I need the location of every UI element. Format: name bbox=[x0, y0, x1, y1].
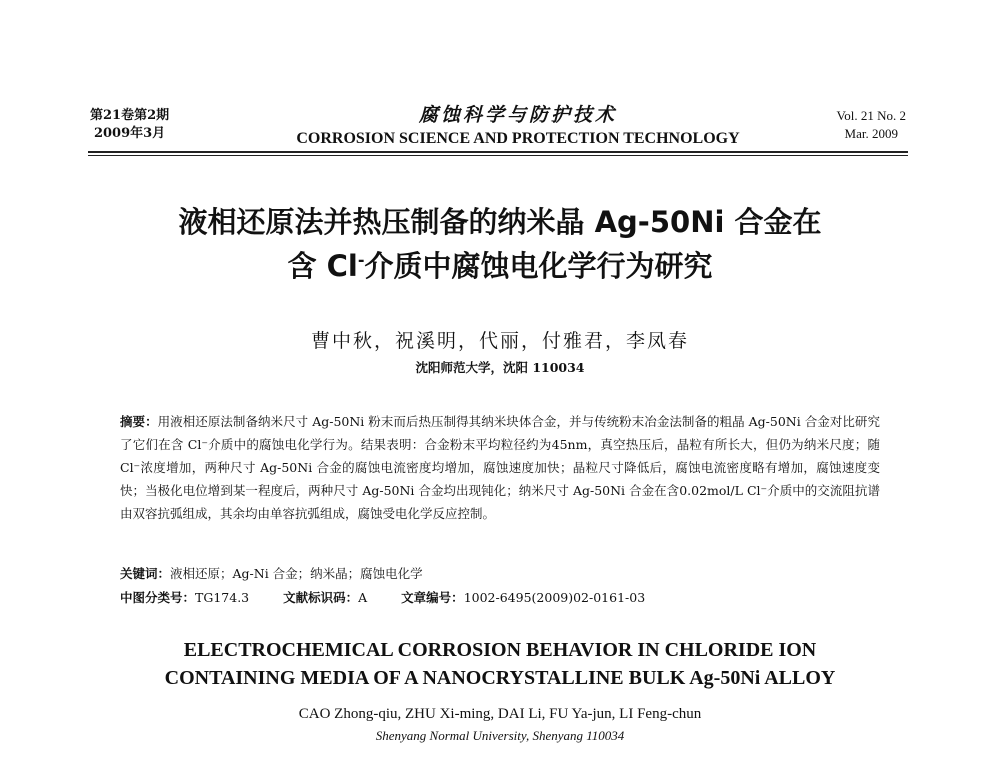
abstract-text: 用液相还原法制备纳米尺寸 Ag-50Ni 粉末而后热压制得其纳米块体合金，并与传统粉末冶金法制备的粗晶 Ag-50Ni 合金对比研究了它们在含 Cl⁻介质中的腐蚀电化学行为。结果表明：合金粉末平均粒径约为45nm，真空热压后，晶粒有所长大，但仍为纳米尺度；随 Cl⁻浓度增加，两种尺寸 Ag-50Ni 合金的腐蚀电流密度均增加，腐蚀速度加快；晶粒尺寸降低后，腐蚀电流密度略有增加，腐蚀速度变快；当极化电位增到某一程度后，两种尺寸 Ag-50Ni 合金均出现钝化；纳米尺寸 Ag-50Ni 合金在含0.02mol/L Cl⁻介质中的交流阻抗谱由双容抗弧组成，其余均由单容抗弧组成，腐蚀受电化学反应控制。 bbox=[120, 414, 880, 521]
volume-en: Vol. 21 No. 2 bbox=[836, 108, 906, 123]
issue-info-en bbox=[837, 107, 906, 143]
keywords-cn bbox=[120, 564, 880, 584]
header-rule-thick bbox=[88, 151, 908, 153]
classification-line bbox=[120, 588, 880, 608]
abstract-label: 摘要： bbox=[120, 414, 158, 429]
affiliation-cn: 沈阳师范大学，沈阳 110034 bbox=[415, 360, 585, 375]
issue-info-cn bbox=[90, 107, 169, 143]
date-en: Mar. 2009 bbox=[844, 126, 898, 141]
keywords-text: 液相还原；Ag-Ni 合金；纳米晶；腐蚀电化学 bbox=[170, 566, 423, 581]
title-en-line-2: CONTAINING MEDIA OF A NANOCRYSTALLINE BULK Ag-50Ni ALLOY bbox=[164, 667, 836, 689]
authors-cn: 曹中秋，祝溪明，代丽，付雅君，李凤春 bbox=[310, 330, 689, 352]
volume-cn: 第21卷第2期 bbox=[90, 108, 170, 123]
title-line-1: 液相还原法并热压制备的纳米晶 Ag-50Ni 合金在 bbox=[178, 205, 822, 239]
keywords-label: 关键词： bbox=[120, 566, 171, 581]
doc-code-label: 文献标识码： bbox=[283, 590, 359, 605]
clc-label: 中图分类号： bbox=[120, 590, 196, 605]
article-number-label: 文章编号： bbox=[401, 590, 464, 605]
chloride-superscript: - bbox=[357, 250, 365, 270]
title-line-2-suffix: 介质中腐蚀电化学行为研究 bbox=[364, 249, 713, 283]
header-rule-thin bbox=[88, 155, 908, 156]
article-title-en bbox=[60, 636, 940, 692]
journal-title-cn: 腐蚀科学与防护技术 bbox=[418, 104, 617, 126]
affiliation-en: Shenyang Normal University, Shenyang 110034 bbox=[375, 728, 625, 743]
journal-title-en: CORROSION SCIENCE AND PROTECTION TECHNOLOGY bbox=[296, 130, 740, 147]
doc-code-value: A bbox=[358, 590, 368, 605]
title-line-2-prefix: 含 Cl bbox=[287, 249, 358, 283]
title-line-2 bbox=[60, 244, 940, 288]
clc-value: TG174.3 bbox=[195, 590, 250, 605]
title-en-line-1: ELECTROCHEMICAL CORROSION BEHAVIOR IN CHLORIDE ION bbox=[183, 639, 817, 661]
article-title-cn bbox=[60, 200, 940, 288]
abstract-cn bbox=[120, 410, 880, 525]
journal-header bbox=[238, 103, 798, 149]
authors-en: CAO Zhong-qiu, ZHU Xi-ming, DAI Li, FU Ya-jun, LI Feng-chun bbox=[298, 706, 702, 722]
date-cn: 2009年3月 bbox=[93, 126, 166, 141]
article-number-value: 1002-6495(2009)02-0161-03 bbox=[463, 590, 646, 605]
